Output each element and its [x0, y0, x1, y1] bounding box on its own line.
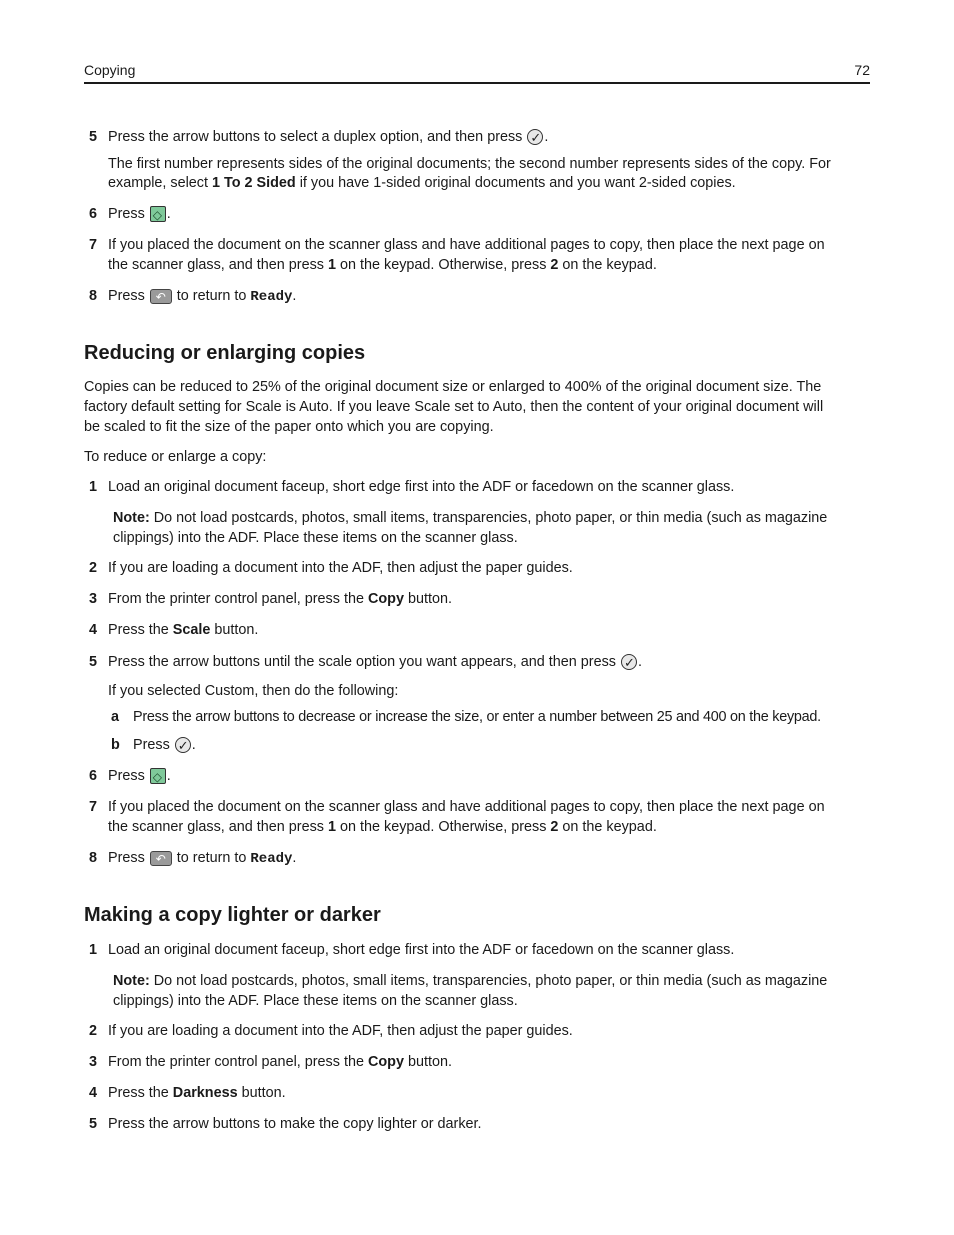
step-number: 2	[89, 1023, 98, 1039]
step-text: Press ◇ .	[108, 766, 171, 786]
step-text: Press the Scale button.	[108, 622, 259, 638]
check-circle-icon	[175, 737, 191, 753]
step-number: 8	[89, 850, 98, 866]
step-text: Press the Darkness button.	[108, 1085, 286, 1101]
step-number: 4	[89, 1085, 98, 1101]
check-circle-icon	[621, 654, 637, 670]
substep-letter: a	[111, 709, 120, 725]
section-heading: Reducing or enlarging copies	[84, 342, 366, 364]
step-number: 7	[89, 237, 98, 253]
step-text: If you placed the document on the scanner glass and have additional pages to copy, then place the next page on	[108, 237, 825, 253]
substep-letter: b	[111, 737, 120, 753]
paragraph-line: factory default setting for Scale is Auto. If you leave Scale set to Auto, then the content of your original document will	[84, 399, 824, 415]
section-heading: Making a copy lighter or darker	[84, 904, 381, 926]
step-number: 6	[89, 206, 98, 222]
step-text: If you placed the document on the scanner glass and have additional pages to copy, then place the next page on	[108, 799, 825, 815]
step-text: Press the arrow buttons to make the copy lighter or darker.	[108, 1116, 482, 1132]
step-text: Load an original document faceup, short edge first into the ADF or facedown on the scanner glass.	[108, 942, 735, 958]
substep-text: Press the arrow buttons to decrease or increase the size, or enter a number between 25 and 400 on the keypad.	[133, 709, 821, 725]
paragraph-line: be scaled to fit the size of the paper onto which you are copying.	[84, 419, 494, 435]
step-text: the scanner glass, and then press 1 on the keypad. Otherwise, press 2 on the keypad.	[108, 257, 657, 273]
step-text: Press the arrow buttons until the scale option you want appears, and then press ✓ .	[108, 652, 642, 672]
check-circle-icon	[527, 129, 543, 145]
step-number: 2	[89, 560, 98, 576]
start-icon	[150, 206, 166, 222]
step-text: Press ↶ to return to Ready.	[108, 848, 296, 869]
step-number: 7	[89, 799, 98, 815]
step-number: 3	[89, 591, 98, 607]
paragraph-line: Copies can be reduced to 25% of the original document size or enlarged to 400% of the original document size. The	[84, 379, 822, 395]
note: Note: Do not load postcards, photos, small items, transparencies, photo paper, or thin media (such as magazine	[113, 510, 828, 526]
note: clippings) into the ADF. Place these items on the scanner glass.	[113, 530, 518, 546]
step-number: 1	[89, 479, 98, 495]
note: clippings) into the ADF. Place these items on the scanner glass.	[113, 993, 518, 1009]
back-icon	[150, 851, 172, 866]
step-detail: If you selected Custom, then do the following:	[108, 683, 399, 699]
step-text: Press ↶ to return to Ready.	[108, 286, 296, 307]
step-number: 3	[89, 1054, 98, 1070]
step-number: 4	[89, 622, 98, 638]
step-text: If you are loading a document into the ADF, then adjust the paper guides.	[108, 560, 573, 576]
page-number: 72	[854, 62, 870, 78]
start-icon	[150, 768, 166, 784]
step-text: Press the arrow buttons to select a duplex option, and then press ✓ .	[108, 127, 548, 147]
page-header	[84, 60, 870, 84]
step-number: 8	[89, 288, 98, 304]
step-detail: example, select 1 To 2 Sided if you have 1-sided original documents and you want 2-sided copies.	[108, 175, 736, 191]
section-title: Copying	[84, 62, 136, 78]
step-number: 1	[89, 942, 98, 958]
back-icon	[150, 289, 172, 304]
step-text: Press ◇ .	[108, 204, 171, 224]
step-number: 5	[89, 1116, 98, 1132]
step-text: If you are loading a document into the ADF, then adjust the paper guides.	[108, 1023, 573, 1039]
step-text: the scanner glass, and then press 1 on the keypad. Otherwise, press 2 on the keypad.	[108, 819, 657, 835]
step-number: 5	[89, 129, 98, 145]
step-number: 6	[89, 768, 98, 784]
step-text: From the printer control panel, press the Copy button.	[108, 1054, 452, 1070]
substep-text: Press ✓ .	[133, 735, 196, 755]
step-detail: The first number represents sides of the original documents; the second number represents sides of the copy. For	[108, 156, 831, 172]
step-text: From the printer control panel, press the Copy button.	[108, 591, 452, 607]
step-text: Load an original document faceup, short edge first into the ADF or facedown on the scanner glass.	[108, 479, 735, 495]
intro-text: To reduce or enlarge a copy:	[84, 449, 267, 465]
note: Note: Do not load postcards, photos, small items, transparencies, photo paper, or thin media (such as magazine	[113, 973, 828, 989]
step-number: 5	[89, 654, 98, 670]
